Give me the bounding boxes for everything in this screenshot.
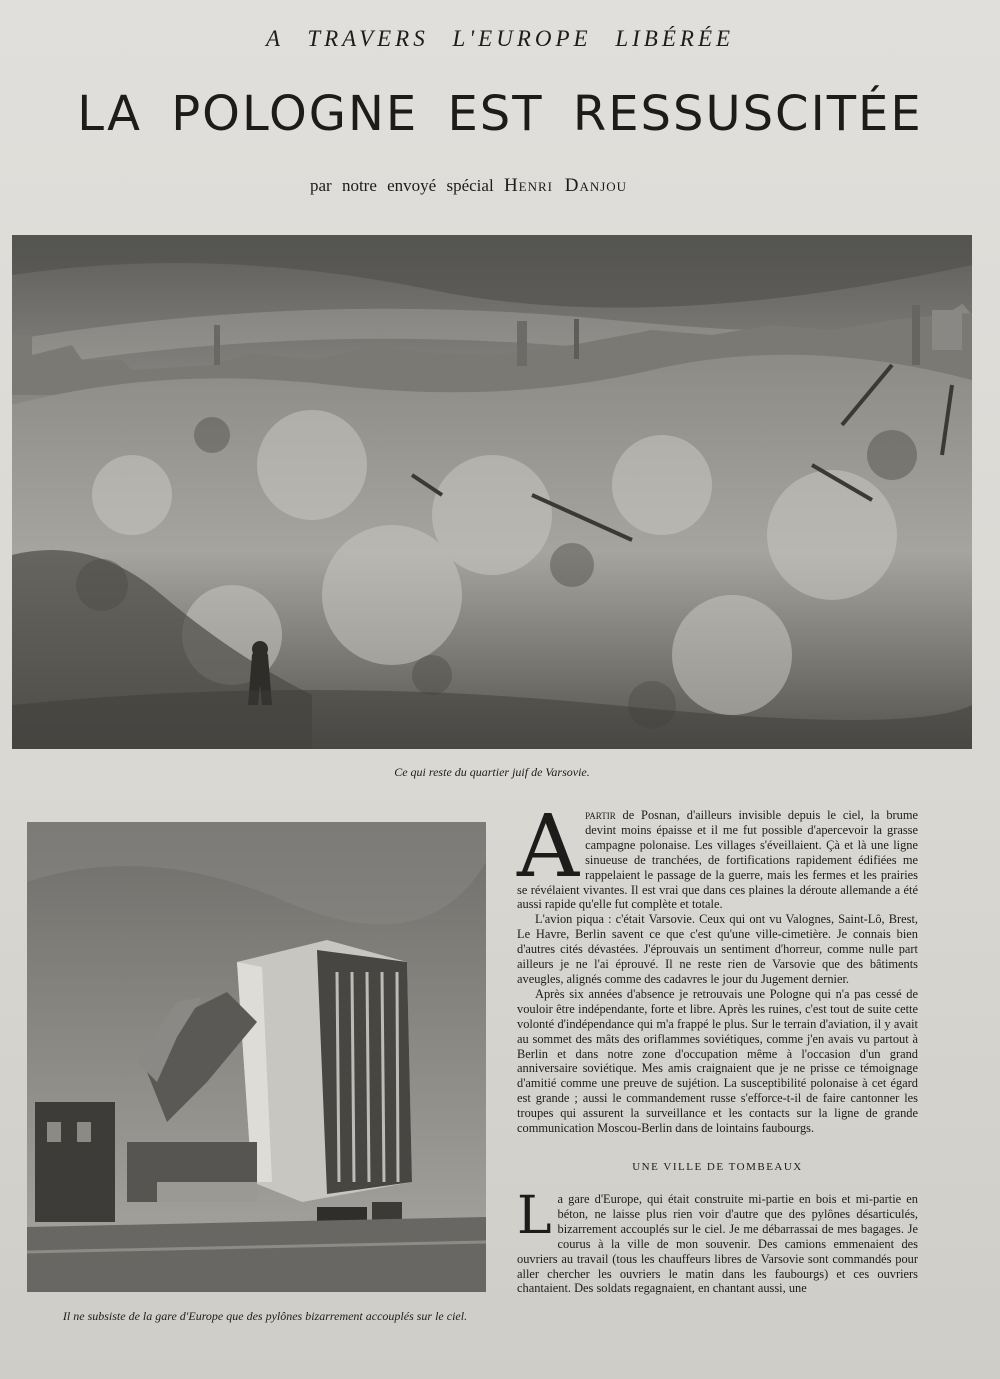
section-kicker: A TRAVERS L'EUROPE LIBÉRÉE [265, 26, 735, 51]
headline: LA POLOGNE EST RESSUSCITÉE [77, 86, 923, 142]
paragraph-3: Après six années d'absence je retrouvais une Pologne qui n'a pas cessé de vouloir être indépendante, forte et libre. Après les ruines, c'est tout de suite cette volonté d'indépendance qui m'a frappé le plus. Sur le terrain d'aviation, il y avait au sommet des mâts des oriflammes soviétiques, comme j'en avais vu partout à Berlin et dans notre zone d'occupation même à l'occasion d'un grand anniversaire soviétique. Mes amis craignaient que je ne prisse ce témoignage d'amitié comme une preuve de sujétion. La susceptibilité polonaise à cet égard est grande ; aussi le commandement russe s'efforce-t-il de faire cantonner les troupes qui assurent la surveillance et les contacts sur la ligne de grande communication Moscou-Berlin dans de lointains faubourgs. [517, 986, 918, 1136]
paragraph-4 [517, 1186, 918, 1296]
station-photo-image [27, 822, 486, 1292]
station-photo [27, 822, 486, 1292]
byline-author: Henri Danjou [503, 175, 628, 196]
ruins-photo-image [12, 235, 972, 749]
ruins-photo [12, 235, 972, 749]
ruins-photo-caption: Ce qui reste du quartier juif de Varsovie. [394, 765, 590, 779]
paragraph-1-text: de Posnan, d'ailleurs invisible depuis le ciel, la brume devint moins épaisse et il me fut possible d'apercevoir la grasse campagne polonaise. Les villages s'éveillaient. Çà et là une ligne sinueuse de tranchées, de fortifications rapidement édifiées me rappelaient le passage de la guerre, mais les fermes et les prairies se révélaient vivantes. Il est vrai que dans ces plaines la déroute allemande a été aussi rapide qu'elle fut complète et totale. [517, 808, 918, 912]
station-photo-caption: Il ne subsiste de la gare d'Europe que des pylônes bizarrement accouplés sur le ciel. [62, 1309, 468, 1323]
paragraph-2: L'avion piqua : c'était Varsovie. Ceux qui ont vu Valognes, Saint-Lô, Brest, Le Havre, Berlin savent ce que c'est qu'une ville-cimetière. Je connais bien d'autres cités dévastées. J'éprouvais un sentiment d'horreur, comme nulle part ailleurs je ne l'ai éprouvé. Il ne reste rien de Varsovie que des bâtiments aveugles, alignés comme des cadavres le jour du Jugement dernier. [517, 912, 918, 986]
byline-prefix: par notre envoyé spécial [310, 176, 494, 195]
paragraph-1 [517, 797, 918, 912]
paragraph-4-text: a gare d'Europe, qui était construite mi-partie en bois et mi-partie en béton, ne laisse plus rien voir d'autre que des pylônes désarticulés, bizarrement accouplés sur le ciel. Je me débarrassai de mes bagages. Je courus à la ville de mon souvenir. Des camions emmenaient des ouvriers au travail (tous les chauffeurs libres de Varsovie sont commandés pour aller chercher les ouvriers le matin dans les faubourgs) et ces ouvriers chantaient. Des soldats regagnaient, en chantant aussi, une [517, 1192, 918, 1296]
drop-cap: A [517, 797, 580, 897]
article-column [517, 797, 918, 1136]
article-column-continued [517, 1186, 918, 1296]
lead-word: partir [585, 808, 616, 822]
byline [310, 175, 627, 197]
drop-cap-2: L [517, 1186, 552, 1246]
section-subheading: UNE VILLE DE TOMBEAUX [632, 1161, 803, 1173]
